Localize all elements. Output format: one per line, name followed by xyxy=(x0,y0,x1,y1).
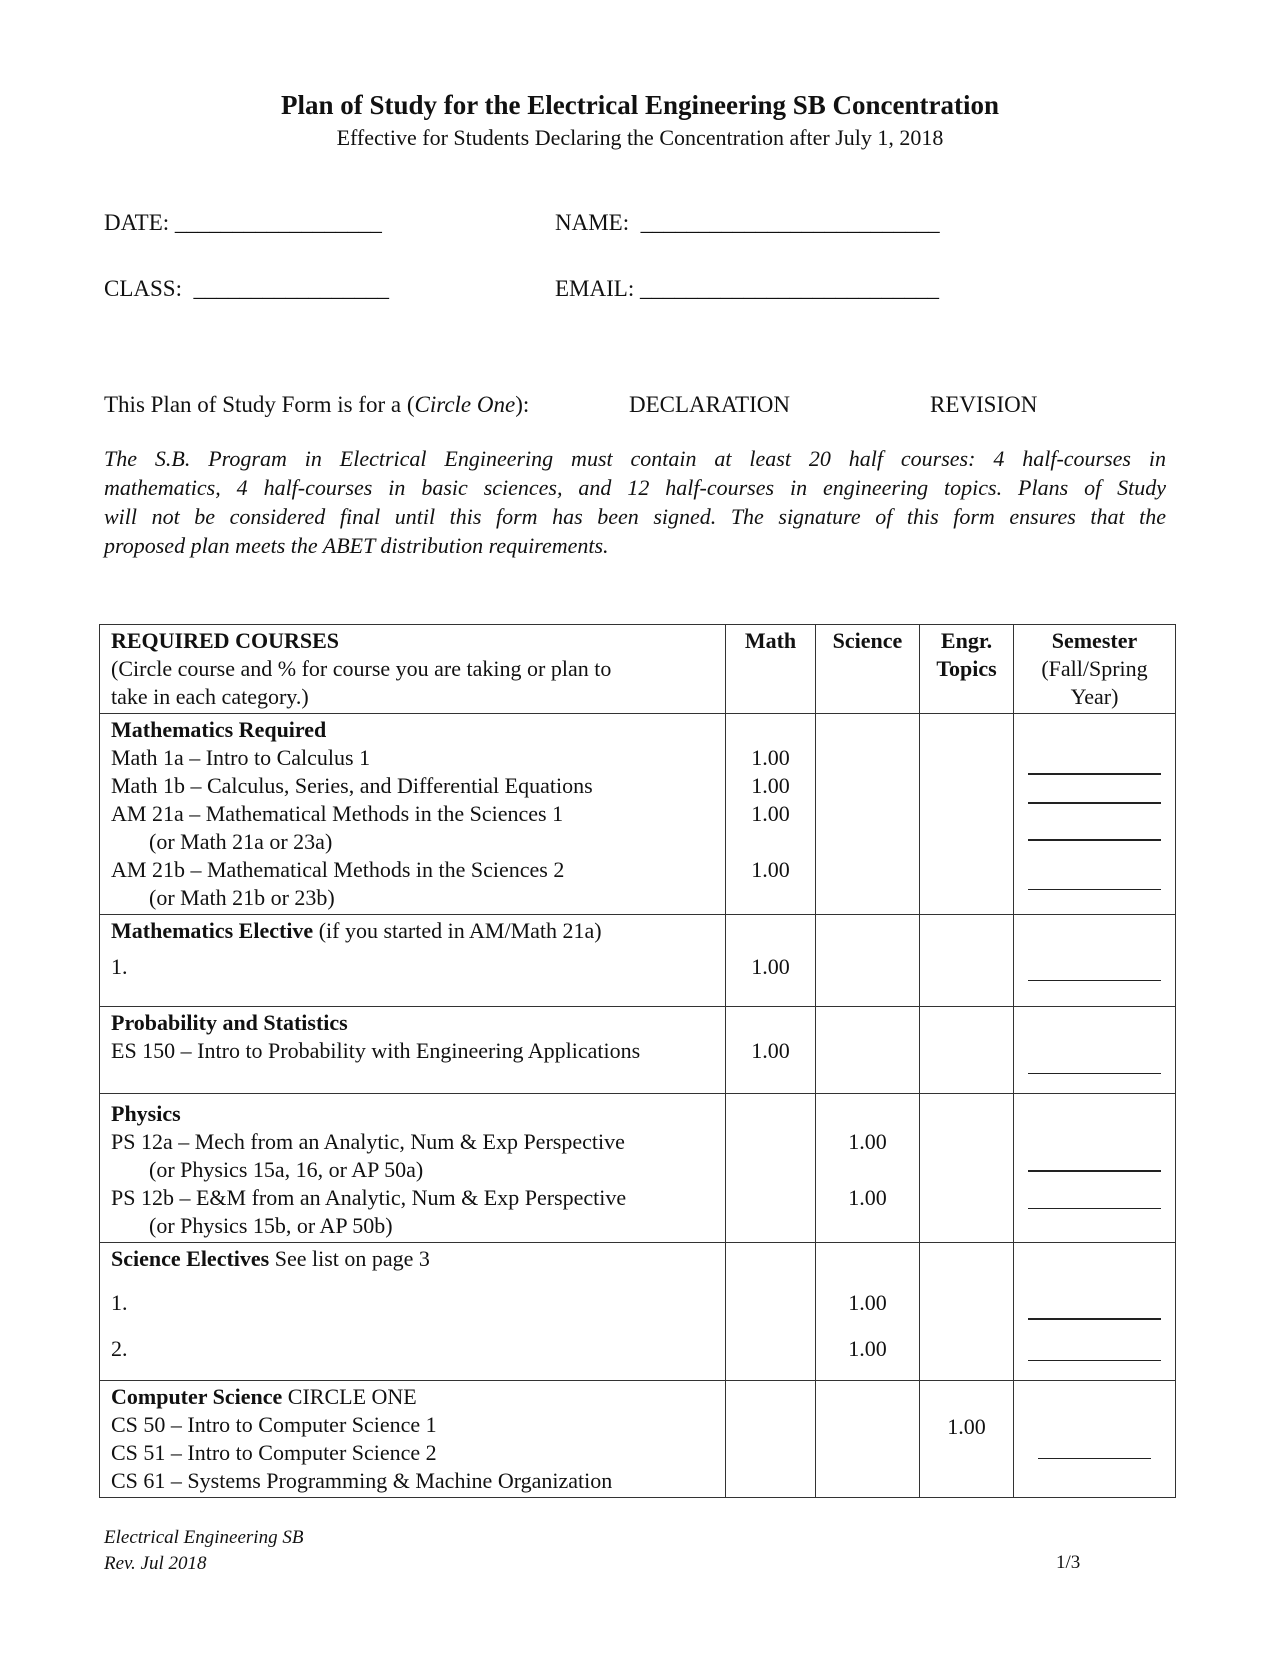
semester-cell xyxy=(1014,1381,1176,1498)
course-alternative: (or Math 21a or 23a) xyxy=(149,829,333,854)
science-credit-cell xyxy=(816,714,920,915)
course-item[interactable]: Math 1b – Calculus, Series, and Differential Equations xyxy=(111,773,593,798)
intro-paragraph xyxy=(104,444,1166,560)
intro-line: The S.B. Program in Electrical Engineering must contain at least 20 half courses: 4 half-courses in xyxy=(104,446,1166,471)
email-field[interactable]: EMAIL: __________________________ xyxy=(555,276,939,301)
math-required-row xyxy=(100,714,1176,915)
semester-blank[interactable] xyxy=(1038,1458,1151,1459)
math-credit-cell xyxy=(726,714,816,915)
course-item[interactable]: AM 21a – Mathematical Methods in the Sciences 1 xyxy=(111,801,564,826)
section-title: Computer Science CIRCLE ONE xyxy=(111,1384,417,1409)
footer xyxy=(104,1525,303,1577)
physics-row xyxy=(100,1094,1176,1243)
intro-line: mathematics, 4 half-courses in basic sciences, and 12 half-courses in engineering topics. Plans of Study xyxy=(104,475,1166,500)
semester-cell xyxy=(1014,1243,1176,1381)
semester-header-line: Semester xyxy=(1051,628,1138,653)
science-column-header: Science xyxy=(816,625,920,714)
declaration-option[interactable]: DECLARATION xyxy=(629,392,790,417)
credit-value: 1.00 xyxy=(751,773,790,798)
math-credit-cell xyxy=(726,915,816,1007)
course-alternative: (or Physics 15b, or AP 50b) xyxy=(149,1213,393,1238)
math-credit-cell xyxy=(726,1094,816,1243)
credit-value: 1.00 xyxy=(751,801,790,826)
name-field[interactable]: NAME: __________________________ xyxy=(555,210,940,235)
cs-row xyxy=(100,1381,1176,1498)
section-title: Physics xyxy=(111,1101,181,1126)
engr-credit-cell xyxy=(920,1243,1014,1381)
prob-stats-cell xyxy=(100,1007,726,1094)
required-courses-heading: REQUIRED COURSES xyxy=(111,628,339,653)
elective-slot[interactable]: 1. xyxy=(111,1290,128,1315)
course-item[interactable]: PS 12a – Mech from an Analytic, Num & Exp Perspective xyxy=(111,1129,625,1154)
course-item[interactable]: ES 150 – Intro to Probability with Engineering Applications xyxy=(111,1038,641,1063)
physics-cell xyxy=(100,1094,726,1243)
course-alternative: (or Physics 15a, 16, or AP 50a) xyxy=(149,1157,424,1182)
course-alternative: (or Math 21b or 23b) xyxy=(149,885,335,910)
page-number: 1/3 xyxy=(1056,1552,1081,1573)
semester-header-line: Year) xyxy=(1070,684,1119,709)
date-field[interactable]: DATE: __________________ xyxy=(104,210,382,235)
engr-credit-cell xyxy=(920,915,1014,1007)
course-item[interactable]: CS 51 – Intro to Computer Science 2 xyxy=(111,1440,437,1465)
prob-stats-row xyxy=(100,1007,1176,1094)
science-credit-cell xyxy=(816,915,920,1007)
form-type-prompt: This Plan of Study Form is for a (Circle One): xyxy=(104,392,530,417)
intro-line: will not be considered final until this form has been signed. The signature of this form ensures that the xyxy=(104,504,1166,529)
engr-column-header xyxy=(920,625,1014,714)
math-credit-cell xyxy=(726,1007,816,1094)
elective-slot[interactable]: 2. xyxy=(111,1336,128,1361)
courses-header-cell xyxy=(100,625,726,714)
science-electives-row xyxy=(100,1243,1176,1381)
table-header-row xyxy=(100,625,1176,714)
semester-header-line: (Fall/Spring xyxy=(1041,656,1148,681)
credit-value: 1.00 xyxy=(848,1336,887,1361)
engr-credit-cell xyxy=(920,714,1014,915)
footer-program: Electrical Engineering SB xyxy=(104,1527,304,1548)
credit-value: 1.00 xyxy=(751,954,790,979)
intro-line: proposed plan meets the ABET distribution requirements. xyxy=(104,533,609,558)
cs-cell xyxy=(100,1381,726,1498)
math-credit-cell xyxy=(726,1381,816,1498)
math-required-cell xyxy=(100,714,726,915)
courses-note: (Circle course and % for course you are taking or plan to xyxy=(111,656,612,681)
credit-value: 1.00 xyxy=(751,745,790,770)
page-title: Plan of Study for the Electrical Engineering SB Concentration xyxy=(281,90,999,120)
science-electives-cell xyxy=(100,1243,726,1381)
credit-value: 1.00 xyxy=(848,1290,887,1315)
course-item[interactable]: CS 50 – Intro to Computer Science 1 xyxy=(111,1412,437,1437)
semester-blank[interactable] xyxy=(1028,980,1161,981)
course-item[interactable]: PS 12b – E&M from an Analytic, Num & Exp Perspective xyxy=(111,1185,627,1210)
credit-value: 1.00 xyxy=(751,857,790,882)
semester-blank[interactable] xyxy=(1028,1073,1161,1074)
courses-note: take in each category.) xyxy=(111,684,309,709)
math-elective-cell xyxy=(100,915,726,1007)
section-title: Mathematics Required xyxy=(111,717,327,742)
course-item[interactable]: AM 21b – Mathematical Methods in the Sciences 2 xyxy=(111,857,565,882)
credit-value: 1.00 xyxy=(947,1414,986,1439)
course-item[interactable]: CS 61 – Systems Programming & Machine Organization xyxy=(111,1468,613,1493)
semester-cell xyxy=(1014,915,1176,1007)
elective-slot[interactable]: 1. xyxy=(111,954,128,979)
engr-credit-cell xyxy=(920,1094,1014,1243)
math-elective-row xyxy=(100,915,1176,1007)
semester-cell xyxy=(1014,1094,1176,1243)
footer-revision: Rev. Jul 2018 xyxy=(104,1553,207,1574)
course-item[interactable]: Math 1a – Intro to Calculus 1 xyxy=(111,745,371,770)
math-credit-cell xyxy=(726,1243,816,1381)
section-title: Science Electives See list on page 3 xyxy=(111,1246,430,1271)
science-credit-cell xyxy=(816,1243,920,1381)
science-credit-cell xyxy=(816,1007,920,1094)
credit-value: 1.00 xyxy=(848,1185,887,1210)
semester-column-header xyxy=(1014,625,1176,714)
semester-cell xyxy=(1014,714,1176,915)
engr-header-line: Engr. xyxy=(940,628,993,653)
semester-blank[interactable] xyxy=(1028,1360,1161,1361)
engr-credit-cell xyxy=(920,1007,1014,1094)
engr-header-line: Topics xyxy=(936,656,997,681)
revision-option[interactable]: REVISION xyxy=(930,392,1038,417)
semester-blank[interactable] xyxy=(1028,1208,1161,1209)
courses-table xyxy=(99,624,1176,1498)
credit-value: 1.00 xyxy=(751,1038,790,1063)
science-credit-cell xyxy=(816,1094,920,1243)
credit-value: 1.00 xyxy=(848,1129,887,1154)
science-credit-cell xyxy=(816,1381,920,1498)
semester-cell xyxy=(1014,1007,1176,1094)
math-column-header: Math xyxy=(726,625,816,714)
section-title: Probability and Statistics xyxy=(111,1010,348,1035)
engr-credit-cell xyxy=(920,1381,1014,1498)
page-subtitle: Effective for Students Declaring the Concentration after July 1, 2018 xyxy=(336,125,944,150)
class-field[interactable]: CLASS: _________________ xyxy=(104,276,389,301)
section-title: Mathematics Elective (if you started in AM/Math 21a) xyxy=(111,918,602,943)
semester-blank[interactable] xyxy=(1028,889,1161,890)
